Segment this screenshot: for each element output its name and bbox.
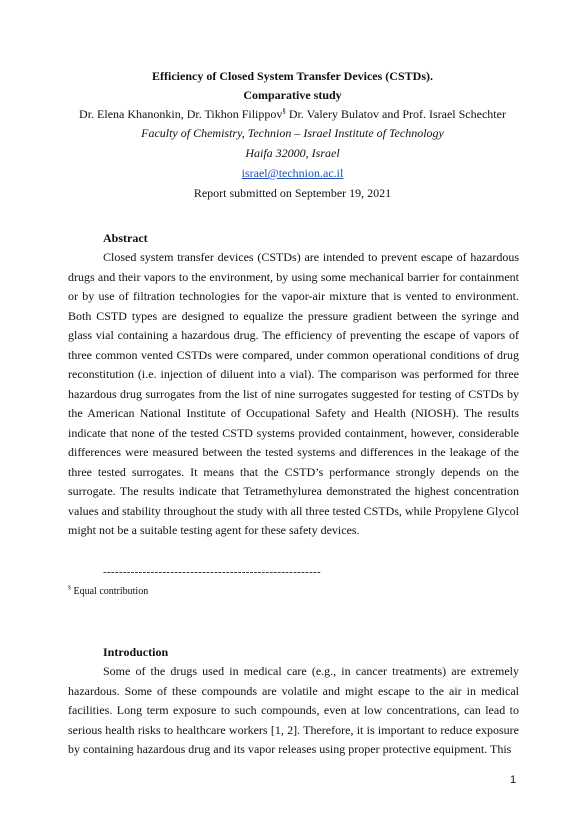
introduction-paragraph: Some of the drugs used in medical care (e.g., in cancer treatments) are extremely hazardous. Some of these compounds are volatile and might escape to the air in medical facilities. Long term exposure to such compounds, even at low concentrations, can lead to serious health risks to healthcare workers [1, 2]. Therefore, it is important to reduce exposure by containing hazardous drug and its vapor releases using proper protective equipment. This bbox=[68, 664, 519, 756]
footnote-text: Equal contribution bbox=[71, 586, 149, 597]
paper-title-line-2: Comparative study bbox=[243, 88, 342, 102]
abstract-paragraph: Closed system transfer devices (CSTDs) are intended to prevent escape of hazardous drugs and their vapors to the environment, by using some mechanical barrier for containment or by use of filtration technologies for the vapor-air mixture that is vented to environment. Both CSTD types are designed to equalize the pressure gradient between the syringe and glass vial containing a hazardous drug. The efficiency of preventing the escape of vapors of three common vented CSTDs were compared, under common operational conditions of drug reconstitution (i.e. injection of diluent into a vial). The comparison was performed for three hazardous drug surrogates from the list of nine surrogates suggested for testing of CSTDs by the American National Institute of Occupational Safety and Health (NIOSH). The results indicate that none of the tested CSTD systems provided containment, however, considerable differences were measured between the tested systems and differences in the leakage of the three tested surrogates. It means that the CSTD’s performance strongly depends on the surrogate. The results indicate that Tetramethylurea demonstrated the highest concentration values and stability throughout the study with all three tested CSTDs, while Propylene Glycol might not be a suitable testing agent for these safety devices. bbox=[68, 250, 519, 537]
footnote bbox=[68, 585, 148, 598]
equal-contribution-mark: § bbox=[282, 107, 286, 115]
affiliation: Faculty of Chemistry, Technion – Israel Institute of Technology bbox=[141, 126, 444, 140]
introduction-heading: Introduction bbox=[103, 645, 169, 659]
abstract-heading: Abstract bbox=[103, 231, 148, 245]
abstract-body bbox=[68, 248, 519, 541]
location: Haifa 32000, Israel bbox=[245, 146, 340, 160]
introduction-body bbox=[68, 662, 519, 760]
footnote-divider: ------------------------------------------------------- bbox=[103, 566, 321, 578]
paper-title-line-1: Efficiency of Closed System Transfer Devices (CSTDs). bbox=[152, 69, 433, 83]
email-line bbox=[0, 166, 585, 181]
authors-part-1: Dr. Elena Khanonkin, Dr. Tikhon Filippov bbox=[79, 107, 283, 121]
page-number: 1 bbox=[510, 774, 517, 786]
authors-part-2: Dr. Valery Bulatov and Prof. Israel Schechter bbox=[285, 107, 506, 121]
footnote-mark: § bbox=[68, 585, 71, 592]
report-date: Report submitted on September 19, 2021 bbox=[193, 186, 392, 200]
email-link[interactable]: israel@technion.ac.il bbox=[241, 166, 344, 180]
author-list bbox=[0, 107, 585, 122]
